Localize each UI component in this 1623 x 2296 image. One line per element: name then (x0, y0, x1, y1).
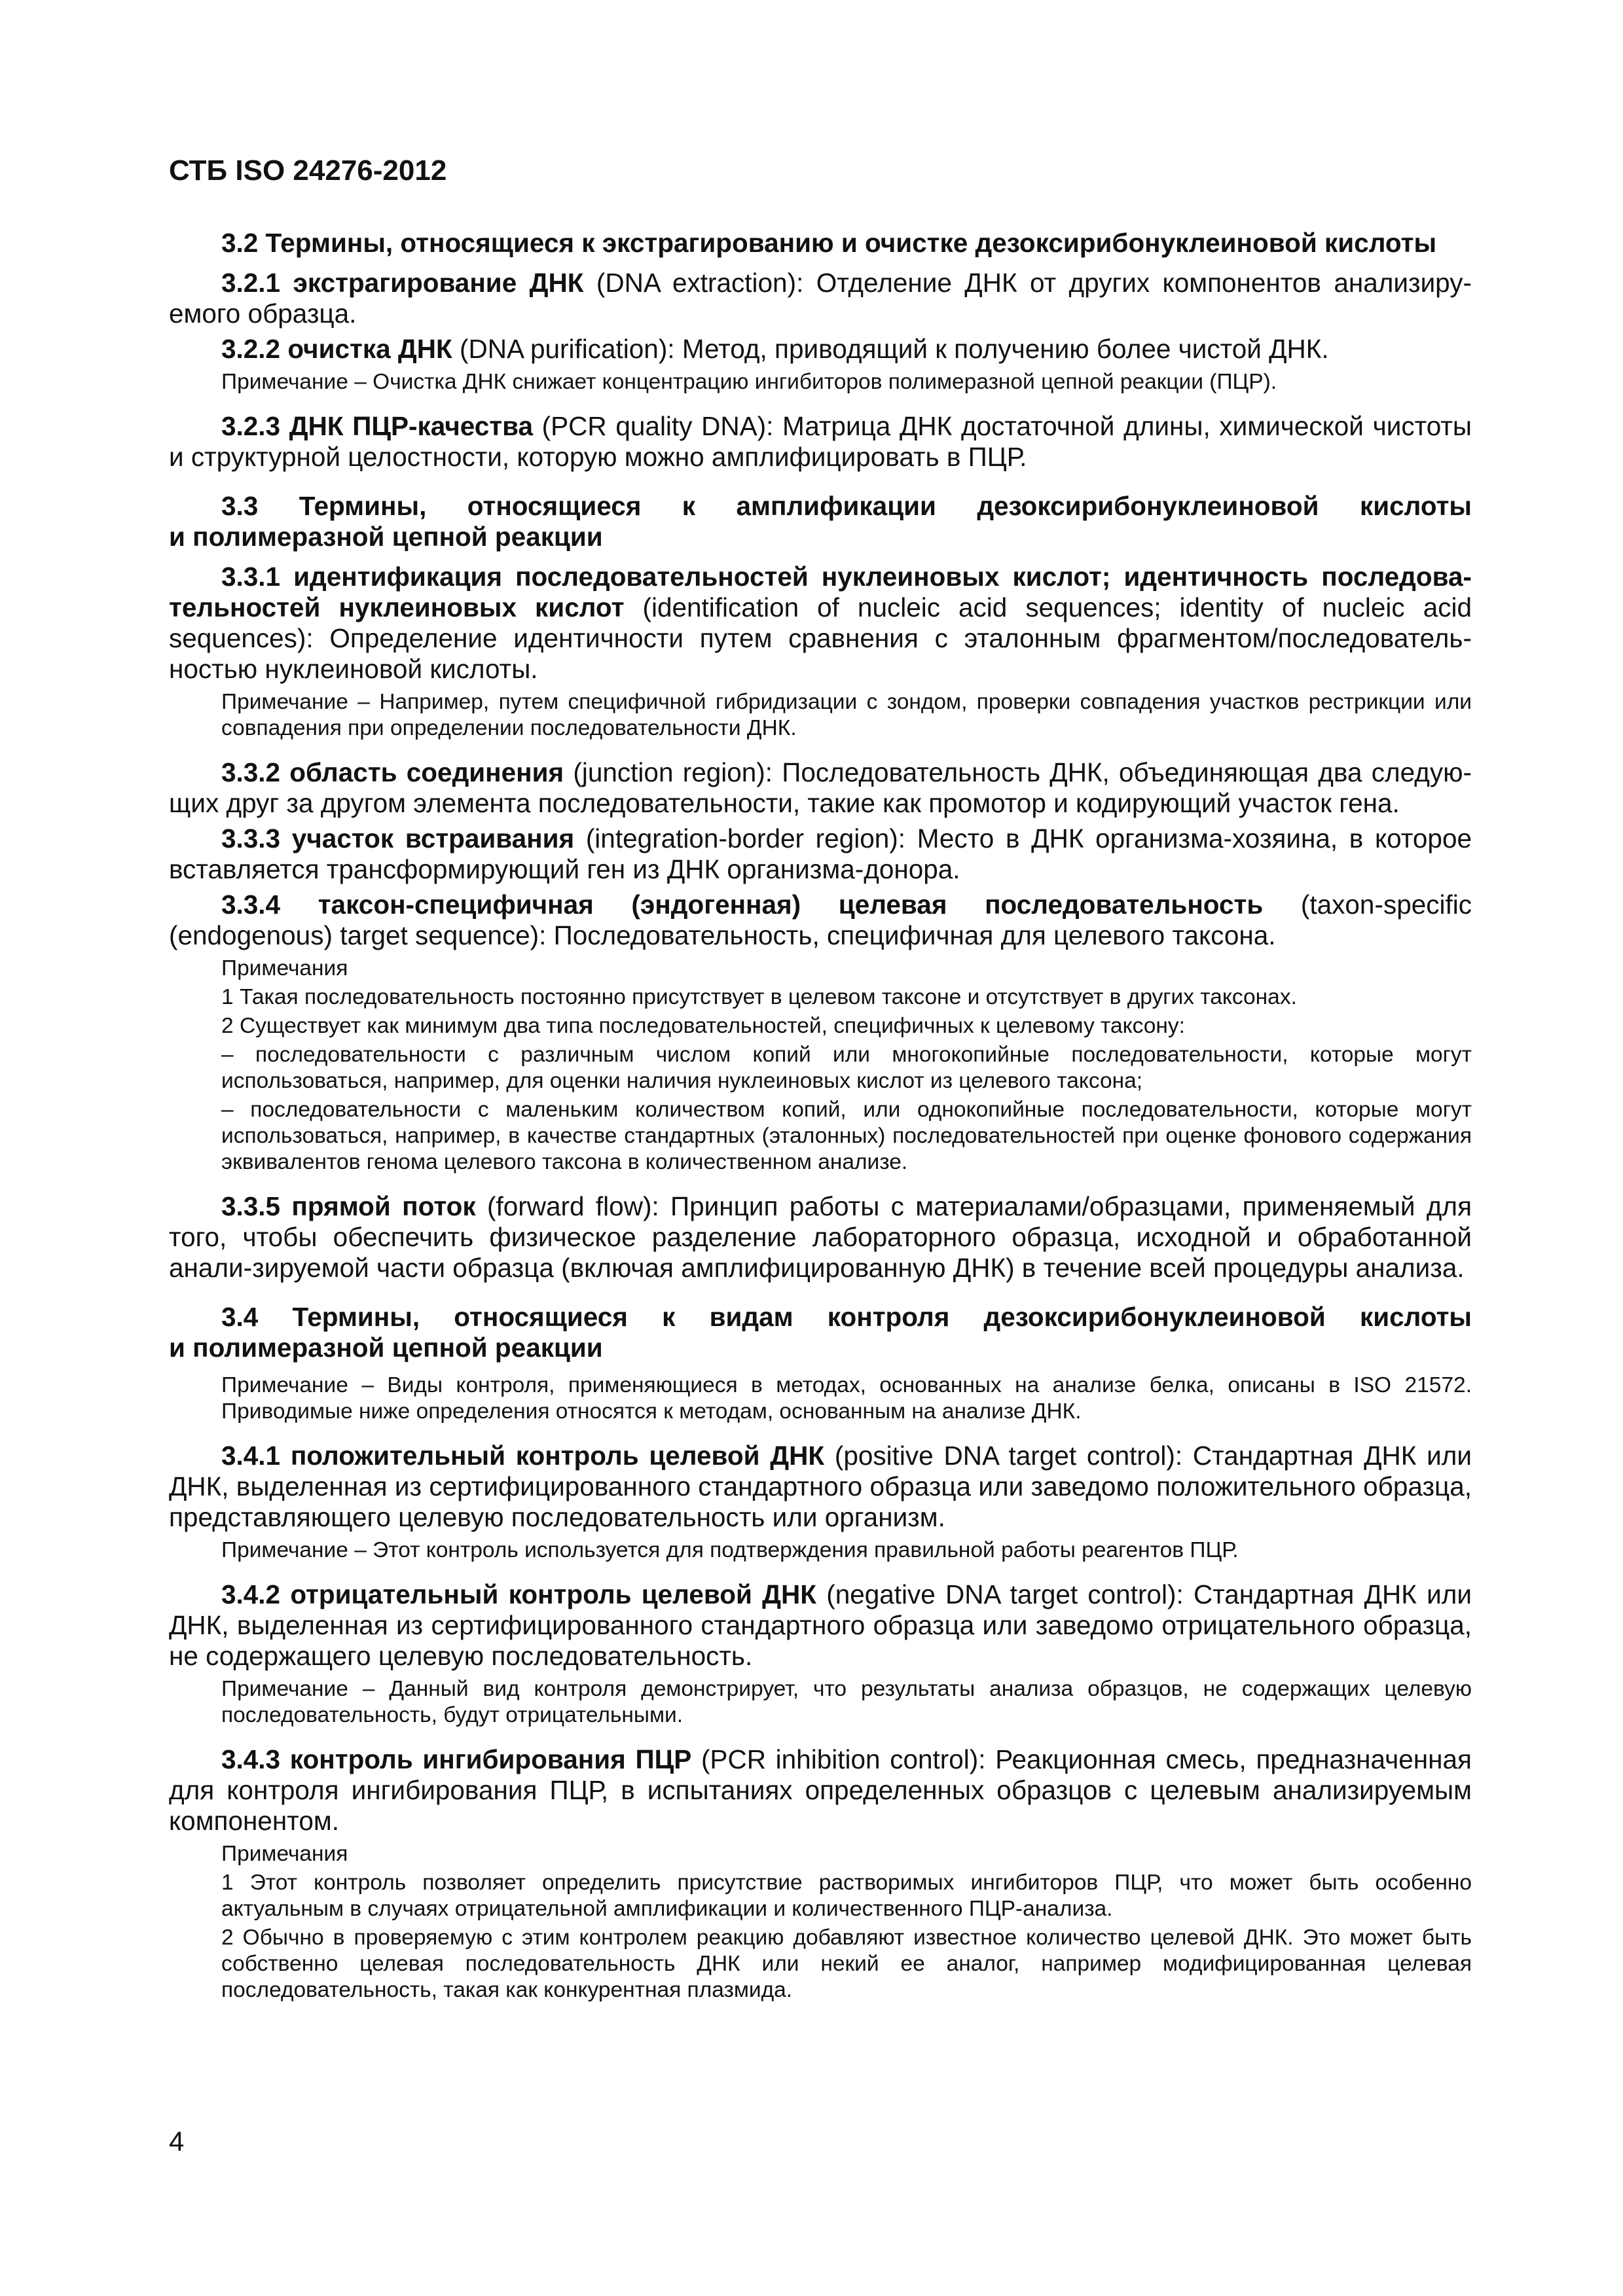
term-definition: (DNA purification): Метод, приводящий к получению более чистой ДНК. (452, 334, 1329, 364)
term-3-4-3 (169, 1744, 1472, 1837)
term-title: 3.3.5 прямой поток (221, 1191, 476, 1221)
term-definition: (identification of nucleic acid sequences; identity of nucleic acid sequences): Определение идентичности путем сравнения с эталонным фрагментом/последователь-ностью нуклеиновой кислоты. (169, 592, 1472, 684)
term-3-4-2 (169, 1579, 1472, 1672)
term-3-2-1 (169, 268, 1472, 329)
term-3-2-2 (169, 334, 1472, 365)
section-heading-3-2: 3.2 Термины, относящиеся к экстрагированию и очистке дезоксирибонуклеиновой кислоты (221, 228, 1437, 258)
note-3-4-3-2: 2 Обычно в проверяемую с этим контролем реакцию добавляют известное количество целевой ДНК. Это может быть собственно целевая последовательность ДНК или некий ее аналог, например модифицированная целевая последовательность, такая как конкурентная плазмида. (221, 1926, 1472, 2002)
section-heading-line: 3.4 Термины, относящиеся к видам контроля дезоксирибонуклеиновой кислоты (221, 1302, 1472, 1332)
section-heading-3-4 (169, 1302, 1472, 1363)
note-3-3-4-2b: – последовательности с маленьким количеством копий, или однокопийные последовательности, которые могут использоваться, например, в качестве стандартных (эталонных) последовательностей при оценке фонового содержания эквивалентов генома целевого таксона в количественном анализе. (221, 1098, 1472, 1174)
term-3-3-1 (169, 562, 1472, 685)
term-definition: (junction region): Последовательность ДНК, объединяющая два следую-щих друг за другом элемента последовательности, такие как промотор и кодирующий участок гена. (169, 757, 1472, 818)
term-definition: (PCR quality DNA): Матрица ДНК достаточной длины, химической чистоты и структурной целостности, которую можно амплифицировать в ПЦР. (169, 411, 1472, 472)
notes-title-3-4-3: Примечания (221, 1842, 348, 1866)
term-title: 3.4.1 положительный контроль целевой ДНК (221, 1441, 825, 1471)
term-3-3-4 (169, 889, 1472, 951)
note-3-3-4-2: 2 Существует как минимум два типа последовательностей, специфичных к целевому таксону: (221, 1014, 1185, 1038)
page-number: 4 (169, 2126, 185, 2157)
note-3-4-2: Примечание – Данный вид контроля демонстрирует, что результаты анализа образцов, не содержащих целевую последовательность, будут отрицательными. (221, 1677, 1472, 1727)
term-title: 3.2.2 очистка ДНК (221, 334, 452, 364)
term-definition: (integration-border region): Место в ДНК организма-хозяина, в которое вставляется трансформирующий ген из ДНК организма-донора. (169, 823, 1472, 884)
note-3-3-4-2a: – последовательности с различным числом копий или многокопийные последовательности, которые могут использоваться, например, для оценки наличия нуклеиновых кислот из целевого таксона; (221, 1043, 1472, 1093)
note-3-4-3-1: 1 Этот контроль позволяет определить присутствие растворимых ингибиторов ПЦР, что может быть особенно актуальным в случаях отрицательной амплификации и количественного ПЦР-анализа. (221, 1871, 1472, 1921)
term-definition: (taxon-specific (endogenous) target sequence): Последовательность, специфичная для целевого таксона. (169, 889, 1472, 950)
term-3-3-3 (169, 823, 1472, 885)
notes-title-3-3-4: Примечания (221, 956, 348, 980)
section-heading-3-3 (169, 491, 1472, 552)
section-heading-line: 3.3 Термины, относящиеся к амплификации дезоксирибонуклеиновой кислоты (221, 491, 1472, 521)
term-title: 3.3.2 область соединения (221, 757, 564, 787)
term-title: 3.3.3 участок встраивания (221, 823, 575, 853)
term-title: 3.3.4 таксон-специфичная (эндогенная) целевая последовательность (221, 889, 1264, 920)
page-content (169, 228, 1472, 2006)
term-3-4-1 (169, 1441, 1472, 1533)
term-title: 3.2.3 ДНК ПЦР-качества (221, 411, 533, 441)
term-3-3-2 (169, 757, 1472, 819)
note-section-3-4: Примечание – Виды контроля, применяющиеся в методах, основанных на анализе белка, описаны в ISO 21572. Приводимые ниже определения относятся к методам, основанным на анализе ДНК. (221, 1373, 1472, 1424)
term-definition: (positive DNA target control): Стандартная ДНК или ДНК, выделенная из сертифицированного стандартного образца или заведомо положительного образца, представляющего целевую последовательность или организм. (169, 1441, 1472, 1532)
term-3-2-3 (169, 411, 1472, 473)
note-3-3-1: Примечание – Например, путем специфичной гибридизации с зондом, проверки совпадения участков рестрикции или совпадения при определении последовательности ДНК. (221, 690, 1472, 740)
term-title: 3.4.3 контроль ингибирования ПЦР (221, 1744, 692, 1774)
term-title: 3.4.2 отрицательный контроль целевой ДНК (221, 1579, 816, 1609)
term-definition: (negative DNA target control): Стандартная ДНК или ДНК, выделенная из сертифицированного стандартного образца или заведомо отрицательного образца, не содержащего целевую последовательность. (169, 1579, 1472, 1671)
term-definition: (PCR inhibition control): Реакционная смесь, предназначенная для контроля ингибирования ПЦР, в испытаниях определенных образцов с целевым анализируемым компонентом. (169, 1744, 1472, 1836)
section-heading-line: и полимеразной цепной реакции (169, 522, 603, 552)
note-3-4-1: Примечание – Этот контроль используется для подтверждения правильной работы реагентов ПЦР. (221, 1538, 1239, 1562)
note-3-2-2: Примечание – Очистка ДНК снижает концентрацию ингибиторов полимеразной цепной реакции (ПЦР). (221, 370, 1277, 394)
term-3-3-5 (169, 1191, 1472, 1283)
term-definition: (forward flow): Принцип работы с материалами/образцами, применяемый для того, чтобы обеспечить физическое разделение лабораторного образца, исходной и обработанной анали-зируемой части образца (включая амплифицированную ДНК) в течение всей процедуры анализа. (169, 1191, 1472, 1283)
term-title: 3.3.1 идентификация последовательностей нуклеиновых кислот; идентичность последова-тельностей нуклеиновых кислот (169, 562, 1472, 622)
note-3-3-4-1: 1 Такая последовательность постоянно присутствует в целевом таксоне и отсутствует в других таксонах. (221, 985, 1297, 1009)
section-heading-line: и полимеразной цепной реакции (169, 1333, 603, 1363)
term-definition: (DNA extraction): Отделение ДНК от других компонентов анализиру-емого образца. (169, 268, 1472, 329)
term-title: 3.2.1 экстрагирование ДНК (221, 268, 584, 298)
document-header: СТБ ISO 24276-2012 (169, 154, 447, 187)
